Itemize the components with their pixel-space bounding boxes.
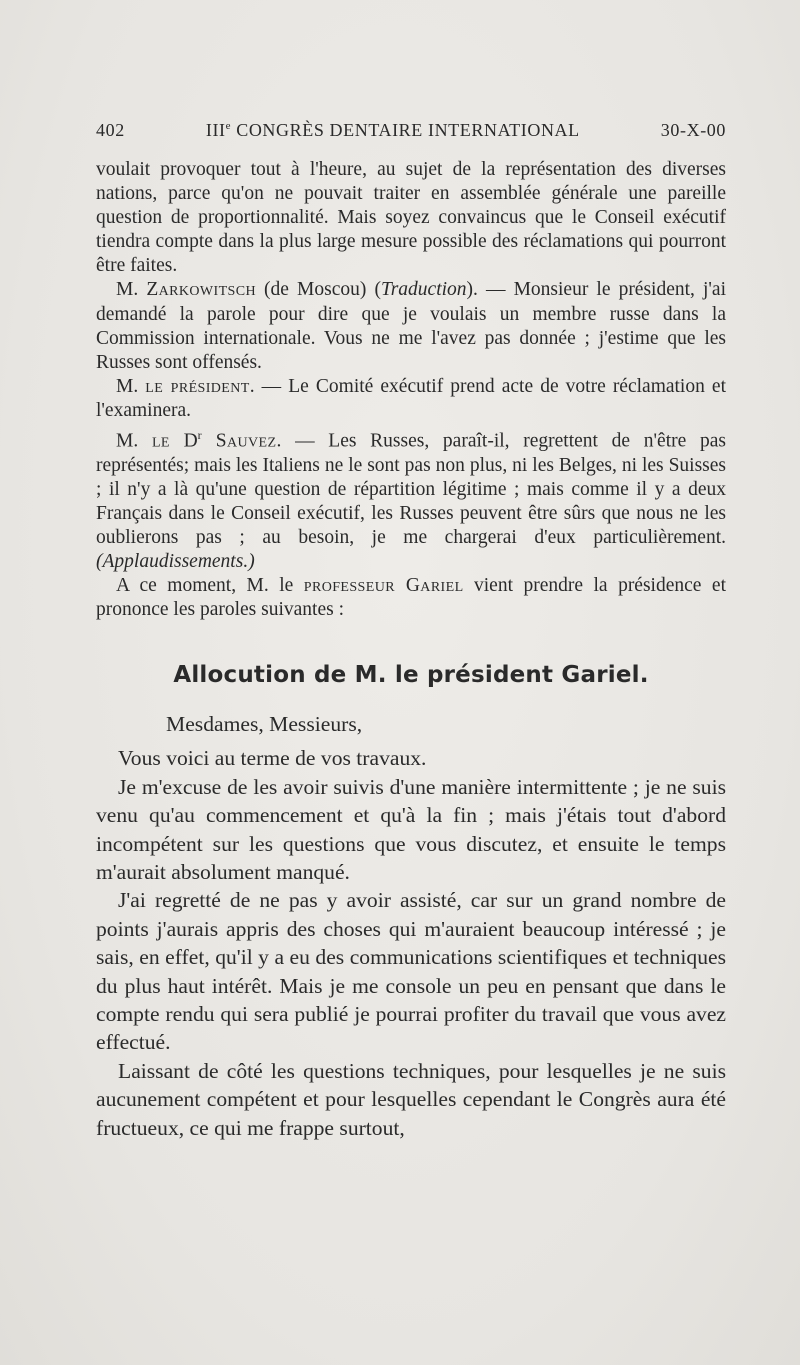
paragraph-text: A ce moment, M. le <box>116 575 304 597</box>
speaker-prefix: M. <box>116 430 152 452</box>
paragraph <box>96 375 726 423</box>
title-sup: e <box>225 120 232 132</box>
speaker-origin: (de Moscou) ( <box>255 279 381 301</box>
paragraph-text: voulait provoquer tout à l'heure, au sujet de la représentation des diverses nations, parce qu'on ne pouvait traiter en assemblée générale une pareille question de proportionnalité. Mais soyez convaincus que le Conseil exécutif tiendra compte dans la plus large mesure possible des réclamations qui pourront être faites. <box>96 159 726 277</box>
paragraph <box>96 423 726 574</box>
speaker-name: Zarkowitsch <box>146 279 256 301</box>
title-rest: CONGRÈS DENTAIRE INTERNATIONAL <box>231 120 580 140</box>
paragraph: Vous voici au terme de vos travaux. <box>118 746 427 771</box>
paragraph <box>96 574 726 622</box>
header-date: 30-X-00 <box>660 120 726 140</box>
paragraph-text: ). — Monsieur le président, j'ai demandé la parole pour dire que je voulais un membre russe dans la Commission internationale. Vous ne me l'avez pas donnée ; j'estime que les Russes sont offensés. <box>96 279 727 373</box>
paragraph: J'ai regretté de ne pas y avoir assisté, car sur un grand nombre de points j'aurais appris des choses qui m'auraient beaucoup intéressé ; je sais, en effet, qu'il y a eu des communications scientifiques et techniques du plus haut intérêt. Mais je me console un peu en pensant que dans le compte rendu qui sera publié je pourrai profiter du travail que vous avez effectué. <box>96 888 726 1055</box>
paragraph-text: vient prendre la présidence et prononce les paroles suivantes : <box>96 575 726 621</box>
page-number: 402 <box>96 120 125 140</box>
section-heading: Allocution de M. le président Gariel. <box>173 662 649 688</box>
running-title <box>206 120 580 141</box>
salutation: Mesdames, Messieurs, <box>166 712 363 736</box>
paragraph <box>96 158 726 278</box>
speaker-title-sup: r <box>197 428 202 443</box>
speaker-article: le <box>151 430 170 452</box>
discussion-text <box>96 158 726 622</box>
paragraph: Je m'excuse de les avoir suivis d'une manière intermittente ; je ne suis venu qu'au commencement et qu'à la fin ; mais j'étais tout d'abord incompétent sur les questions que vous discutez, et ensuite le temps m'aurait absolument manqué. <box>96 774 726 885</box>
paragraph-text: . — Les Russes, paraît-il, regrettent de n'être pas représentés; mais les Italiens ne le sont pas non plus, ni les Belges, ni les Suisses ; il n'y a là qu'une question de répartition légitime ; mais comme il y a deux Français dans le Conseil exécutif, les Russes peuvent être sûrs que nous ne les oublierons pas ; au besoin, je me chargerai d'eux particulièrement. <box>96 430 726 548</box>
speaker-name: Sauvez <box>201 430 277 452</box>
speaker-name: le président <box>145 375 250 397</box>
paragraph: Laissant de côté les questions techniques, pour lesquelles je ne suis aucunement compétent et pour lesquelles cependant le Congrès aura été fructueux, ce qui me frappe surtout, <box>96 1058 726 1140</box>
paragraph <box>96 278 726 374</box>
speaker-title: D <box>169 430 198 452</box>
italic-note: Traduction <box>380 279 467 301</box>
speaker-name: professeur Gariel <box>303 575 464 597</box>
paragraph-text: . — Le Comité exécutif prend acte de votre réclamation et l'examinera. <box>96 375 727 421</box>
speaker-prefix: M. <box>116 375 146 397</box>
running-header <box>96 120 726 141</box>
title-roman: III <box>205 120 226 140</box>
speech-text <box>96 710 726 1142</box>
italic-note: (Applaudissements.) <box>96 551 255 572</box>
speaker-prefix: M. <box>116 279 147 301</box>
